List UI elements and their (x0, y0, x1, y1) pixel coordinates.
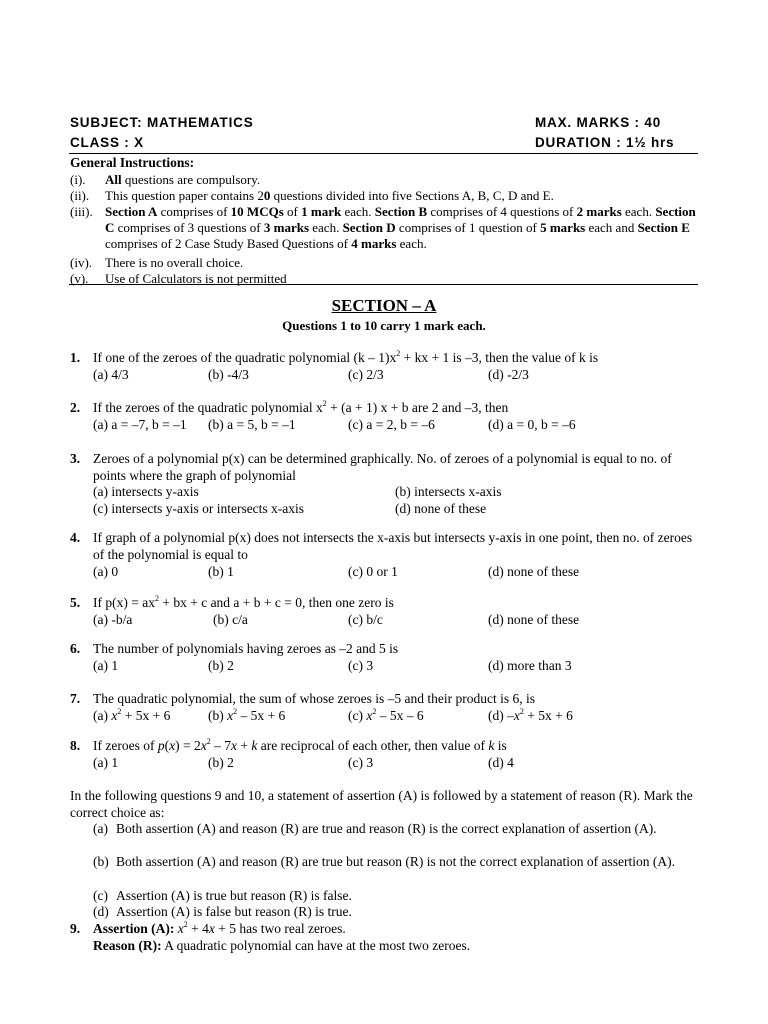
text-run: Section A (105, 204, 158, 219)
option-a: (a) a = –7, b = –1 (93, 417, 187, 432)
instruction-number: (ii). (70, 188, 90, 203)
option-d: (d) none of these (395, 501, 487, 516)
assertion-intro: In the following questions 9 and 10, a statement of assertion (A) is followed by a statement of reason (R). Mark the correct choice as: (70, 788, 693, 820)
text-run: 1 mark (301, 204, 342, 219)
instruction-text (105, 204, 700, 252)
text-run: The quadratic polynomial, the sum of whose zeroes is –5 and their product is 6, is (93, 691, 536, 706)
text-run: + (236, 738, 252, 753)
text-run: x (366, 708, 373, 723)
option-a: (a) -b/a (93, 612, 133, 627)
text-run: (a) (93, 708, 112, 723)
option-c: (c) 2/3 (348, 367, 384, 382)
text-run: comprises of 4 questions of (427, 204, 577, 219)
text-run: 2 (183, 920, 188, 929)
text-run: k (488, 738, 495, 753)
text-run: Section C (105, 204, 696, 235)
instructions-rule (69, 284, 698, 285)
text-run: + 5x + 6 (121, 708, 171, 723)
header-rule (69, 153, 698, 154)
text-run: This question paper contains 2 (105, 188, 264, 203)
text-run: If p(x) = ax (93, 595, 155, 610)
text-run: Reason (R): (93, 938, 162, 953)
question-number: 6. (70, 641, 81, 656)
question-number: 3. (70, 451, 81, 466)
option-b: (b) -4/3 (208, 367, 249, 382)
text-run: 2 marks (576, 204, 622, 219)
question-text (93, 641, 700, 658)
option-d: (d) 4 (488, 755, 514, 770)
max-marks-label: MAX. MARKS : 40 (535, 115, 662, 130)
text-run: x (227, 708, 234, 723)
subject-label: SUBJECT: MATHEMATICS (70, 115, 254, 130)
question-text (93, 400, 700, 417)
option-a: (a) 1 (93, 658, 119, 673)
choice-label: (b) (93, 854, 109, 869)
option-b (208, 708, 285, 724)
text-run: 2 (206, 737, 211, 746)
text-run: Assertion (A): (93, 921, 175, 936)
text-run: comprises of 2 Case Study Based Questions of (105, 236, 352, 251)
text-run: + 5x + 6 (523, 708, 573, 723)
text-run: (b) (208, 708, 228, 723)
text-run: are reciprocal of each other, then value of (257, 738, 489, 753)
text-run: – 5x + 6 (237, 708, 286, 723)
question-number: 8. (70, 738, 81, 753)
text-run: There is no overall choice. (105, 255, 244, 270)
text-run: + (a + 1) x + b are 2 and –3, then (326, 400, 509, 415)
question-number: 1. (70, 350, 81, 365)
option-b: (b) a = 5, b = –1 (208, 417, 296, 432)
text-run: Section E (637, 220, 690, 235)
option-d: (d) none of these (488, 564, 580, 579)
class-label: CLASS : X (70, 135, 144, 150)
text-run: 4 marks (351, 236, 397, 251)
option-c: (c) b/c (348, 612, 383, 627)
text-run: 5 marks (540, 220, 586, 235)
text-run: k (251, 738, 258, 753)
option-c (348, 708, 424, 724)
text-run: If graph of a polynomial p(x) does not intersects the x-axis but intersects y-axis in one point, then no. of zeroes of the polynomial is equal to (93, 530, 693, 562)
text-run: x (200, 738, 207, 753)
text-run: (d) – (488, 708, 514, 723)
text-run: – 7 (210, 738, 231, 753)
option-a: (a) 0 (93, 564, 119, 579)
text-run: If one of the zeroes of the quadratic polynomial (k – 1)x (93, 350, 397, 365)
text-run: + 4 (187, 921, 209, 936)
question-text (93, 691, 700, 708)
option-b: (b) intersects x-axis (395, 484, 502, 499)
text-run: p (157, 738, 165, 753)
instruction-text (105, 188, 700, 204)
question-text (93, 451, 700, 484)
option-c: (c) 0 or 1 (348, 564, 398, 579)
question-text (93, 595, 700, 612)
instruction-number: (iii). (70, 204, 93, 219)
text-run: 2 (396, 349, 401, 358)
option-d: (d) -2/3 (488, 367, 529, 382)
text-run: is (494, 738, 507, 753)
question-number: 2. (70, 400, 81, 415)
instructions-title: General Instructions: (70, 155, 195, 170)
text-run: 2 (233, 707, 238, 716)
text-run: If zeroes of (93, 738, 158, 753)
option-c: (c) a = 2, b = –6 (348, 417, 435, 432)
text-run: (c) (348, 708, 367, 723)
option-b: (b) 2 (208, 755, 234, 770)
text-run: Use of Calculators is not permitted (105, 271, 287, 286)
text-run: – 5x – 6 (376, 708, 424, 723)
choice-text: Both assertion (A) and reason (R) are true but reason (R) is not the correct explanation of assertion (A). (116, 854, 675, 869)
duration-label: DURATION : 1½ hrs (535, 135, 675, 150)
instruction-text (105, 172, 700, 188)
section-subtitle: Questions 1 to 10 carry 1 mark each. (282, 318, 486, 333)
text-run: A quadratic polynomial can have at the most two zeroes. (161, 938, 471, 953)
text-run: x (169, 738, 176, 753)
text-run: questions are compulsory. (121, 172, 261, 187)
option-a (93, 708, 170, 724)
choice-text: Assertion (A) is true but reason (R) is false. (116, 888, 352, 903)
text-run: All (105, 172, 122, 187)
question-number: 9. (70, 921, 81, 936)
text-run: x (111, 708, 118, 723)
text-run: each. (396, 236, 427, 251)
text-run: ( (164, 738, 170, 753)
text-run: Section D (342, 220, 396, 235)
option-c: (c) intersects y-axis or intersects x-axis (93, 501, 305, 516)
option-d: (d) none of these (488, 612, 580, 627)
choice-text: Both assertion (A) and reason (R) are true and reason (R) is the correct explanation of assertion (A). (116, 821, 657, 836)
text-run: 2 (117, 707, 122, 716)
text-run: Zeroes of a polynomial p(x) can be determined graphically. No. of zeroes of a polynomial is equal to no. of points where the graph of polynomial (93, 451, 672, 483)
option-d: (d) more than 3 (488, 658, 572, 673)
text-run: comprises of 3 questions of (114, 220, 264, 235)
instruction-text (105, 255, 700, 271)
text-run: 2 (322, 399, 327, 408)
question-number: 5. (70, 595, 81, 610)
option-b: (b) 1 (208, 564, 234, 579)
text-run: x (513, 708, 520, 723)
option-b: (b) c/a (213, 612, 248, 627)
text-run: comprises of 1 question of (395, 220, 541, 235)
question-text (93, 350, 700, 367)
choice-label: (c) (93, 888, 108, 903)
text-run: + bx + c and a + b + c = 0, then one zero is (158, 595, 394, 610)
instruction-number: (v). (70, 271, 89, 286)
text-run: 0 (263, 188, 271, 203)
text-run: + 5 has two real zeroes. (214, 921, 346, 936)
question-9-assertion (93, 921, 700, 938)
text-run: 10 MCQs (230, 204, 284, 219)
text-run: 3 marks (263, 220, 310, 235)
text-run: 2 (372, 707, 377, 716)
option-a: (a) 1 (93, 755, 119, 770)
choice-label: (d) (93, 904, 109, 919)
text-run: ) = 2 (175, 738, 201, 753)
text-run: each and (585, 220, 638, 235)
option-d: (d) a = 0, b = –6 (488, 417, 576, 432)
option-b: (b) 2 (208, 658, 234, 673)
text-run: comprises of (157, 204, 231, 219)
text-run: of (283, 204, 302, 219)
instruction-number: (i). (70, 172, 86, 187)
text-run: Section B (374, 204, 428, 219)
question-text (93, 738, 700, 755)
text-run: each. (341, 204, 375, 219)
question-text (93, 530, 700, 563)
text-run: x (177, 921, 184, 936)
text-run: x (230, 738, 237, 753)
text-run: 2 (519, 707, 524, 716)
text-run: questions divided into five Sections A, B, C, D and E. (270, 188, 554, 203)
text-run: x (208, 921, 215, 936)
question-number: 4. (70, 530, 81, 545)
question-number: 7. (70, 691, 81, 706)
text-run: each. (309, 220, 343, 235)
instruction-number: (iv). (70, 255, 93, 270)
option-c: (c) 3 (348, 658, 374, 673)
choice-label: (a) (93, 821, 108, 836)
text-run: 2 (154, 594, 159, 603)
section-title: SECTION – A (331, 296, 437, 315)
question-9-reason (93, 938, 700, 955)
text-run: + kx + 1 is –3, then the value of k is (400, 350, 599, 365)
choice-text: Assertion (A) is false but reason (R) is true. (116, 904, 352, 919)
text-run: The number of polynomials having zeroes as –2 and 5 is (93, 641, 399, 656)
option-c: (c) 3 (348, 755, 374, 770)
option-a: (a) 4/3 (93, 367, 129, 382)
text-run: If the zeroes of the quadratic polynomial x (93, 400, 323, 415)
option-d (488, 708, 573, 724)
option-a: (a) intersects y-axis (93, 484, 199, 499)
text-run: each. (621, 204, 656, 219)
